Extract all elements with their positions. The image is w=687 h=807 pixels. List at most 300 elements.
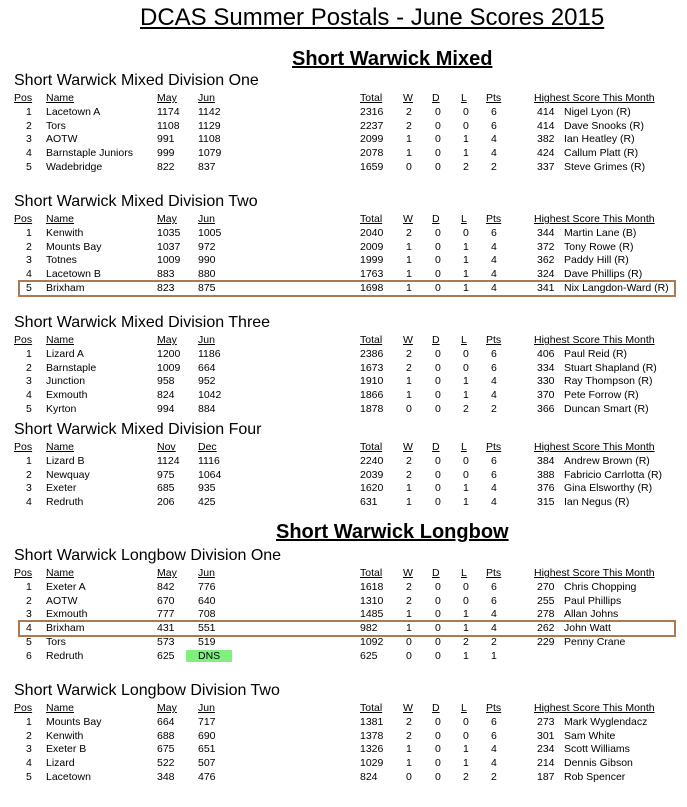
cell-l: 1 [463, 649, 469, 662]
cell-w: 0 [406, 770, 412, 783]
column-header-pts: Pts [486, 567, 502, 579]
column-header-m2: Dec [198, 441, 217, 453]
column-header-m2: Jun [198, 567, 215, 579]
table-row [0, 375, 687, 388]
column-header-m1: May [157, 567, 177, 579]
column-header-hs: Highest Score This Month [534, 567, 655, 579]
cell-w: 1 [406, 133, 412, 146]
table-row [0, 496, 687, 509]
table-row [0, 730, 687, 743]
cell-d: 0 [435, 482, 441, 495]
cell-m2: 875 [198, 281, 216, 294]
division-title: Short Warwick Mixed Division Four [14, 421, 262, 438]
cell-total: 1326 [360, 743, 384, 756]
cell-hs-name: Sam White [564, 729, 616, 742]
cell-hs-score: 278 [537, 608, 555, 621]
cell-d: 0 [435, 375, 441, 388]
cell-d: 0 [435, 240, 441, 253]
group-title: Short Warwick Longbow [276, 521, 509, 543]
cell-d: 0 [435, 594, 441, 607]
cell-name: Exeter B [46, 743, 87, 756]
cell-d: 0 [435, 468, 441, 481]
cell-w: 2 [406, 227, 412, 239]
cell-l: 2 [463, 770, 469, 783]
column-header-m1: May [157, 92, 177, 104]
cell-l: 2 [463, 402, 469, 415]
cell-l: 0 [463, 729, 469, 742]
table-header [0, 213, 687, 226]
table-row [0, 227, 687, 240]
cell-m2: 664 [198, 361, 216, 374]
column-header-pos: Pos [14, 702, 33, 714]
cell-pts: 4 [491, 281, 497, 294]
cell-w: 2 [406, 716, 412, 728]
column-header-d: D [432, 702, 440, 714]
table-row [0, 469, 687, 482]
column-header-l: L [461, 92, 467, 104]
cell-total: 1698 [360, 281, 384, 294]
cell-pts: 2 [491, 402, 497, 415]
cell-name: Lacetown A [46, 106, 101, 118]
cell-m1: 822 [157, 160, 175, 173]
cell-pos: 1 [26, 227, 32, 239]
cell-l: 1 [463, 496, 469, 509]
cell-pos: 4 [26, 268, 32, 281]
cell-total: 1866 [360, 389, 384, 402]
cell-d: 0 [435, 281, 441, 294]
cell-l: 2 [463, 635, 469, 648]
cell-d: 0 [435, 581, 441, 593]
page-title: DCAS Summer Postals - June Scores 2015 [140, 4, 605, 31]
cell-pos: 4 [26, 757, 32, 770]
table-row [0, 636, 687, 649]
cell-pts: 4 [491, 482, 497, 495]
cell-m2: 1042 [198, 389, 222, 402]
cell-w: 1 [406, 240, 412, 253]
cell-m2: 884 [198, 402, 216, 415]
column-header-m2: Jun [198, 702, 215, 714]
cell-pts: 6 [491, 455, 497, 467]
cell-w: 1 [406, 743, 412, 756]
cell-m1: 1174 [157, 106, 180, 118]
cell-m2: 1064 [198, 468, 222, 481]
cell-w: 1 [406, 281, 412, 294]
column-header-name: Name [46, 334, 75, 346]
cell-name: Exmouth [46, 608, 88, 621]
cell-pos: 3 [26, 254, 32, 267]
cell-d: 0 [435, 496, 441, 509]
table-row [0, 133, 687, 146]
cell-name: Lacetown B [46, 268, 101, 281]
cell-pos: 2 [26, 361, 32, 374]
cell-total: 2316 [360, 106, 384, 118]
cell-hs-score: 424 [537, 147, 555, 160]
cell-name: Mounts Bay [46, 716, 102, 728]
cell-total: 1910 [360, 375, 384, 388]
table-row [0, 348, 687, 361]
cell-pts: 4 [491, 496, 497, 509]
cell-pts: 6 [491, 729, 497, 742]
cell-m2: 640 [198, 594, 216, 607]
cell-w: 0 [406, 160, 412, 173]
column-header-pts: Pts [486, 441, 502, 453]
column-header-hs: Highest Score This Month [534, 702, 655, 714]
column-header-name: Name [46, 213, 75, 225]
column-header-pos: Pos [14, 334, 33, 346]
cell-hs-score: 234 [537, 743, 555, 756]
cell-name: Barnstaple [46, 361, 97, 374]
cell-l: 0 [463, 594, 469, 607]
cell-name: Exmouth [46, 389, 88, 402]
cell-pos: 6 [26, 649, 32, 662]
cell-w: 2 [406, 119, 412, 132]
table-header [0, 441, 687, 454]
cell-hs-name: Martin Lane (B) [564, 227, 637, 239]
cell-l: 0 [463, 455, 469, 467]
cell-l: 1 [463, 268, 469, 281]
cell-hs-name: Allan Johns [564, 608, 619, 621]
table-row [0, 595, 687, 608]
cell-d: 0 [435, 622, 441, 635]
cell-pos: 5 [26, 281, 32, 294]
cell-m2: 551 [198, 622, 216, 635]
cell-pts: 4 [491, 133, 497, 146]
table-row [0, 241, 687, 254]
division-title: Short Warwick Mixed Division One [14, 72, 259, 89]
cell-m1: 823 [157, 281, 175, 294]
cell-m1: 664 [157, 716, 175, 728]
column-header-pts: Pts [486, 334, 502, 346]
cell-m1: 431 [157, 622, 175, 635]
cell-l: 1 [463, 281, 469, 294]
cell-hs-name: Fabricio Carrlotta (R) [564, 468, 663, 481]
cell-hs-name: Paddy Hill (R) [564, 254, 629, 267]
cell-d: 0 [435, 608, 441, 621]
cell-pos: 4 [26, 389, 32, 402]
cell-w: 2 [406, 581, 412, 593]
cell-d: 0 [435, 770, 441, 783]
cell-hs-name: Scott Williams [564, 743, 630, 756]
cell-m1: 1200 [157, 348, 181, 360]
cell-w: 1 [406, 622, 412, 635]
cell-m1: 824 [157, 389, 175, 402]
cell-m2: 776 [198, 581, 216, 593]
cell-total: 631 [360, 496, 378, 509]
cell-total: 1878 [360, 402, 384, 415]
division-title: Short Warwick Longbow Division One [14, 547, 282, 564]
cell-m1: 1037 [157, 240, 181, 253]
table-header [0, 92, 687, 105]
cell-m1: 685 [157, 482, 175, 495]
cell-m2: 1142 [198, 106, 221, 118]
cell-l: 1 [463, 608, 469, 621]
cell-pos: 5 [26, 770, 32, 783]
cell-w: 2 [406, 348, 412, 360]
cell-hs-score: 372 [537, 240, 555, 253]
cell-hs-name: Mark Wyglendacz [564, 716, 648, 728]
cell-pts: 4 [491, 608, 497, 621]
cell-total: 2039 [360, 468, 384, 481]
cell-hs-score: 414 [537, 119, 555, 132]
cell-d: 0 [435, 389, 441, 402]
cell-d: 0 [435, 254, 441, 267]
cell-hs-score: 273 [537, 716, 555, 728]
cell-pos: 3 [26, 375, 32, 388]
cell-m2: 708 [198, 608, 216, 621]
column-header-w: W [403, 567, 413, 579]
column-header-total: Total [360, 213, 383, 225]
cell-hs-name: Ian Heatley (R) [564, 133, 635, 146]
cell-m2: 837 [198, 160, 216, 173]
cell-m1: 688 [157, 729, 175, 742]
cell-total: 2386 [360, 348, 384, 360]
cell-pos: 2 [26, 240, 32, 253]
cell-pts: 6 [491, 227, 497, 239]
column-header-total: Total [360, 702, 383, 714]
table-row [0, 389, 687, 402]
cell-hs-score: 330 [537, 375, 555, 388]
cell-name: Kenwith [46, 729, 84, 742]
cell-hs-name: John Watt [564, 622, 611, 635]
cell-hs-name: Gina Elsworthy (R) [564, 482, 653, 495]
column-header-total: Total [360, 567, 383, 579]
cell-name: Kyrton [46, 402, 77, 415]
cell-w: 1 [406, 608, 412, 621]
cell-m1: 883 [157, 268, 175, 281]
cell-m1: 842 [157, 581, 175, 593]
cell-hs-score: 388 [537, 468, 555, 481]
column-header-name: Name [46, 567, 75, 579]
table-row [0, 403, 687, 416]
cell-hs-score: 414 [537, 106, 555, 118]
cell-pos: 2 [26, 594, 32, 607]
cell-w: 1 [406, 389, 412, 402]
cell-w: 0 [406, 649, 412, 662]
cell-pos: 1 [26, 581, 32, 593]
table-row [0, 455, 687, 468]
cell-m2: 717 [198, 716, 216, 728]
cell-pts: 4 [491, 743, 497, 756]
cell-hs-name: Dave Phillips (R) [564, 268, 643, 281]
column-header-d: D [432, 92, 440, 104]
cell-name: Mounts Bay [46, 240, 102, 253]
table-header [0, 567, 687, 580]
cell-m2: 1129 [198, 119, 221, 132]
cell-l: 1 [463, 743, 469, 756]
cell-d: 0 [435, 455, 441, 467]
table-header [0, 334, 687, 347]
cell-d: 0 [435, 268, 441, 281]
cell-total: 2040 [360, 227, 384, 239]
cell-d: 0 [435, 147, 441, 160]
column-header-name: Name [46, 92, 75, 104]
cell-name: Lacetown [46, 770, 91, 783]
column-header-hs: Highest Score This Month [534, 213, 655, 225]
cell-hs-score: 214 [537, 757, 555, 770]
cell-w: 1 [406, 482, 412, 495]
cell-total: 1029 [360, 757, 384, 770]
cell-hs-name: Paul Reid (R) [564, 348, 628, 360]
cell-total: 2078 [360, 147, 384, 160]
cell-m2: DNS [186, 650, 232, 662]
cell-l: 0 [463, 348, 469, 360]
cell-d: 0 [435, 402, 441, 415]
cell-hs-score: 301 [537, 729, 555, 742]
cell-pos: 3 [26, 482, 32, 495]
cell-hs-score: 341 [537, 281, 555, 294]
column-header-pos: Pos [14, 567, 33, 579]
table-header [0, 702, 687, 715]
cell-pts: 6 [491, 119, 497, 132]
cell-m1: 1124 [157, 455, 180, 467]
cell-total: 1673 [360, 361, 384, 374]
table-row [0, 771, 687, 784]
cell-m2: 972 [198, 240, 216, 253]
column-header-m1: May [157, 334, 177, 346]
cell-pts: 4 [491, 375, 497, 388]
column-header-pts: Pts [486, 92, 502, 104]
cell-m2: 1079 [198, 147, 222, 160]
cell-m2: 952 [198, 375, 216, 388]
cell-hs-name: Steve Grimes (R) [564, 160, 646, 173]
cell-m1: 675 [157, 743, 175, 756]
cell-total: 982 [360, 622, 378, 635]
cell-hs-score: 324 [537, 268, 555, 281]
cell-m2: 1186 [198, 348, 221, 360]
cell-l: 0 [463, 468, 469, 481]
cell-total: 1378 [360, 729, 384, 742]
cell-hs-score: 382 [537, 133, 555, 146]
cell-pts: 6 [491, 361, 497, 374]
cell-d: 0 [435, 757, 441, 770]
cell-m1: 1009 [157, 254, 181, 267]
table-row [0, 716, 687, 729]
column-header-d: D [432, 213, 440, 225]
cell-hs-score: 187 [537, 770, 555, 783]
column-header-m1: May [157, 702, 177, 714]
cell-hs-score: 384 [537, 455, 555, 467]
cell-l: 0 [463, 119, 469, 132]
column-header-w: W [403, 441, 413, 453]
cell-pos: 5 [26, 160, 32, 173]
cell-hs-name: Nigel Lyon (R) [564, 106, 631, 118]
cell-name: Junction [46, 375, 86, 388]
cell-m1: 670 [157, 594, 175, 607]
cell-d: 0 [435, 133, 441, 146]
column-header-d: D [432, 334, 440, 346]
cell-m1: 206 [157, 496, 175, 509]
column-header-m2: Jun [198, 334, 215, 346]
cell-pos: 5 [26, 402, 32, 415]
cell-pts: 6 [491, 716, 497, 728]
column-header-l: L [461, 213, 467, 225]
cell-pos: 2 [26, 468, 32, 481]
cell-w: 1 [406, 375, 412, 388]
cell-m2: 425 [198, 496, 216, 509]
cell-l: 1 [463, 622, 469, 635]
cell-m2: 1108 [198, 133, 221, 146]
cell-hs-name: Ian Negus (R) [564, 496, 630, 509]
cell-pos: 5 [26, 635, 32, 648]
cell-hs-name: Paul Phillips [564, 594, 622, 607]
division-title: Short Warwick Mixed Division Three [14, 314, 271, 331]
cell-l: 1 [463, 482, 469, 495]
column-header-d: D [432, 441, 440, 453]
cell-m2: 690 [198, 729, 216, 742]
cell-l: 1 [463, 147, 469, 160]
cell-pts: 2 [491, 770, 497, 783]
column-header-m2: Jun [198, 213, 215, 225]
cell-l: 0 [463, 106, 469, 118]
cell-d: 0 [435, 119, 441, 132]
column-header-pos: Pos [14, 92, 33, 104]
cell-hs-score: 366 [537, 402, 555, 415]
column-header-hs: Highest Score This Month [534, 441, 655, 453]
cell-m2: 507 [198, 757, 216, 770]
column-header-m1: May [157, 213, 177, 225]
cell-w: 2 [406, 729, 412, 742]
division-title: Short Warwick Longbow Division Two [14, 682, 280, 699]
cell-w: 2 [406, 455, 412, 467]
cell-w: 0 [406, 635, 412, 648]
cell-l: 1 [463, 133, 469, 146]
cell-w: 1 [406, 268, 412, 281]
cell-m2: 990 [198, 254, 216, 267]
cell-total: 2240 [360, 455, 384, 467]
column-header-m2: Jun [198, 92, 215, 104]
cell-pos: 4 [26, 622, 32, 635]
cell-name: Lizard B [46, 455, 85, 467]
division-title: Short Warwick Mixed Division Two [14, 193, 258, 210]
cell-m2: 1005 [198, 227, 222, 239]
cell-pos: 4 [26, 147, 32, 160]
column-header-w: W [403, 92, 413, 104]
cell-w: 1 [406, 757, 412, 770]
column-header-w: W [403, 213, 413, 225]
cell-total: 1092 [360, 635, 384, 648]
cell-l: 2 [463, 160, 469, 173]
cell-d: 0 [435, 743, 441, 756]
cell-name: Brixham [46, 622, 85, 635]
cell-name: Tors [46, 635, 66, 648]
cell-pos: 3 [26, 743, 32, 756]
column-header-m1: Nov [157, 441, 176, 453]
cell-pts: 1 [491, 649, 497, 662]
cell-name: Wadebridge [46, 160, 103, 173]
cell-d: 0 [435, 160, 441, 173]
cell-pos: 4 [26, 496, 32, 509]
cell-pts: 2 [491, 635, 497, 648]
cell-m1: 1035 [157, 227, 181, 239]
table-row [0, 161, 687, 174]
cell-pts: 4 [491, 622, 497, 635]
cell-m2: 476 [198, 770, 216, 783]
cell-total: 1485 [360, 608, 384, 621]
column-header-pos: Pos [14, 213, 33, 225]
cell-name: Barnstaple Juniors [46, 147, 133, 160]
cell-w: 2 [406, 594, 412, 607]
cell-l: 0 [463, 716, 469, 728]
cell-pts: 4 [491, 240, 497, 253]
cell-total: 2099 [360, 133, 384, 146]
cell-name: AOTW [46, 594, 78, 607]
column-header-w: W [403, 334, 413, 346]
column-header-pos: Pos [14, 441, 33, 453]
column-header-hs: Highest Score This Month [534, 92, 655, 104]
cell-d: 0 [435, 227, 441, 239]
cell-d: 0 [435, 106, 441, 118]
column-header-l: L [461, 567, 467, 579]
